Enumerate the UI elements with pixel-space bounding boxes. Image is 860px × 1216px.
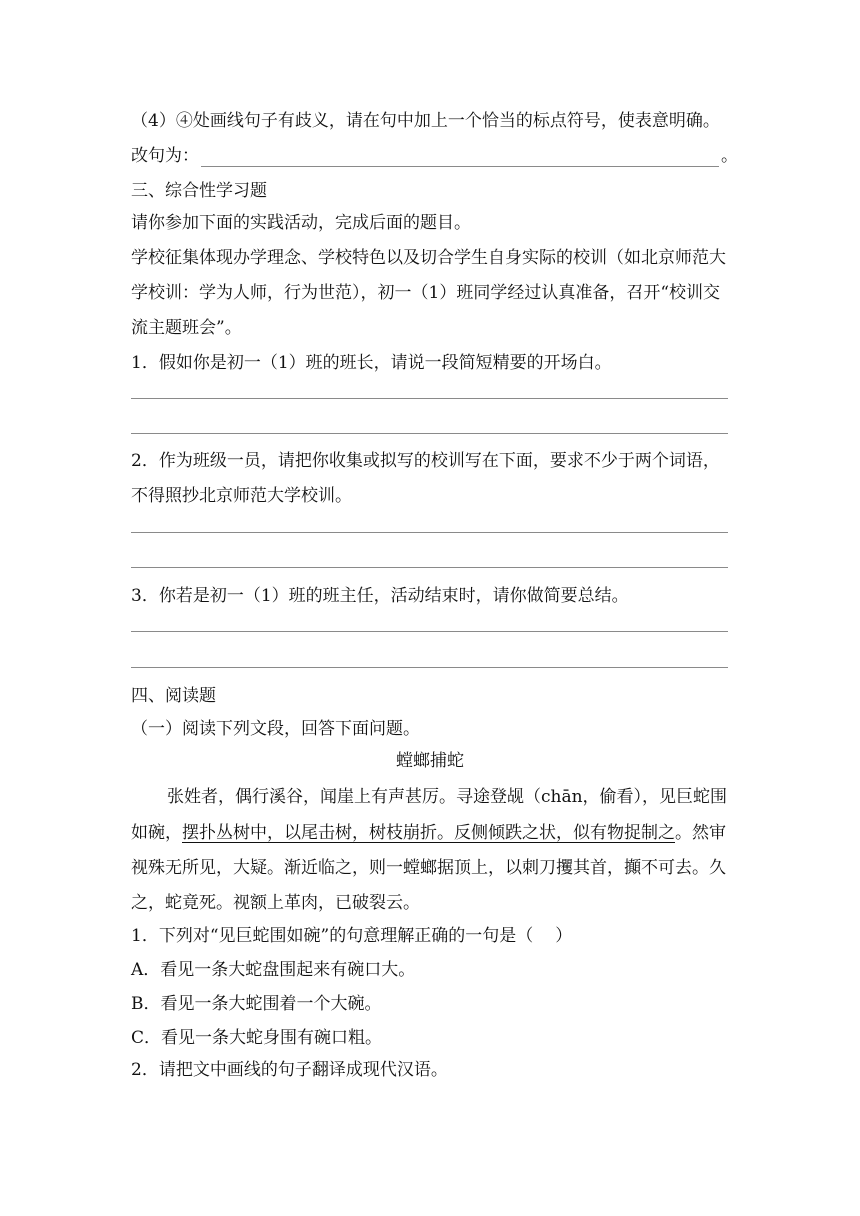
- passage-text: 。然审: [675, 823, 726, 843]
- background-line: 学校征集体现办学理念、学校特色以及切合学生自身实际的校训（如北京师范大: [131, 248, 726, 268]
- option-b: B．看见一条大蛇围着一个大碗。: [131, 994, 382, 1014]
- answer-line[interactable]: [131, 433, 728, 434]
- passage-line: 视殊无所见，大疑。渐近临之，则一螳螂据顶上，以刺刀攫其首，攧不可去。久: [131, 858, 726, 878]
- passage-line: 张姓者，偶行溪谷，闻崖上有声甚厉。寻途登觇（chān，偷看），见巨蛇围: [167, 787, 728, 807]
- question-stem-end: ）: [555, 926, 573, 946]
- answer-line[interactable]: [131, 532, 728, 533]
- section-4-question-2: 2．请把文中画线的句子翻译成现代汉语。: [131, 1060, 448, 1080]
- passage-line: [131, 822, 726, 844]
- rewrite-label: 改句为：: [131, 146, 199, 166]
- background-line: 流主题班会”。: [131, 318, 242, 338]
- answer-line[interactable]: [131, 631, 728, 632]
- underlined-sentence: 摆扑丛树中，以尾击树，树枝崩折。反侧倾跌之状，似有物捉制之: [182, 823, 675, 843]
- section-4-question-1: [131, 925, 572, 947]
- passage-line: 之，蛇竟死。视额上革肉，已破裂云。: [131, 893, 420, 913]
- passage-text: 如碗，: [131, 823, 182, 843]
- section-4-sub-heading: （一）阅读下列文段，回答下面问题。: [131, 719, 420, 739]
- question-4-rewrite-line: [131, 145, 738, 167]
- passage-title: 螳螂捕蛇: [396, 751, 464, 771]
- section-4-heading: 四、阅读题: [131, 686, 216, 706]
- section-3-intro: 请你参加下面的实践活动，完成后面的题目。: [131, 213, 471, 233]
- answer-line[interactable]: [131, 398, 728, 399]
- option-c: C．看见一条大蛇身围有碗口粗。: [131, 1028, 383, 1048]
- rewrite-answer-blank[interactable]: [201, 150, 719, 167]
- answer-line[interactable]: [131, 567, 728, 568]
- section-3-question-2-line: 不得照抄北京师范大学校训。: [131, 486, 352, 506]
- section-3-question-2-line: 2．作为班级一员，请把你收集或拟写的校训写在下面，要求不少于两个词语，: [131, 451, 720, 471]
- question-stem: 1．下列对“见巨蛇围如碗”的句意理解正确的一句是（: [131, 926, 534, 946]
- question-4-text: （4）④处画线句子有歧义，请在句中加上一个恰当的标点符号，使表意明确。: [131, 111, 720, 131]
- answer-line[interactable]: [131, 667, 728, 668]
- option-a: A．看见一条大蛇盘围起来有碗口大。: [131, 960, 416, 980]
- background-line: 学校训：学为人师，行为世范），初一（1）班同学经过认真准备，召开“校训交: [131, 283, 721, 303]
- section-3-question-1: 1．假如你是初一（1）班的班长，请说一段简短精要的开场白。: [131, 353, 612, 373]
- section-3-heading: 三、综合性学习题: [131, 181, 267, 201]
- section-3-question-3: 3．你若是初一（1）班的班主任，活动结束时，请你做简要总结。: [131, 586, 629, 606]
- rewrite-end-mark: 。: [721, 146, 738, 166]
